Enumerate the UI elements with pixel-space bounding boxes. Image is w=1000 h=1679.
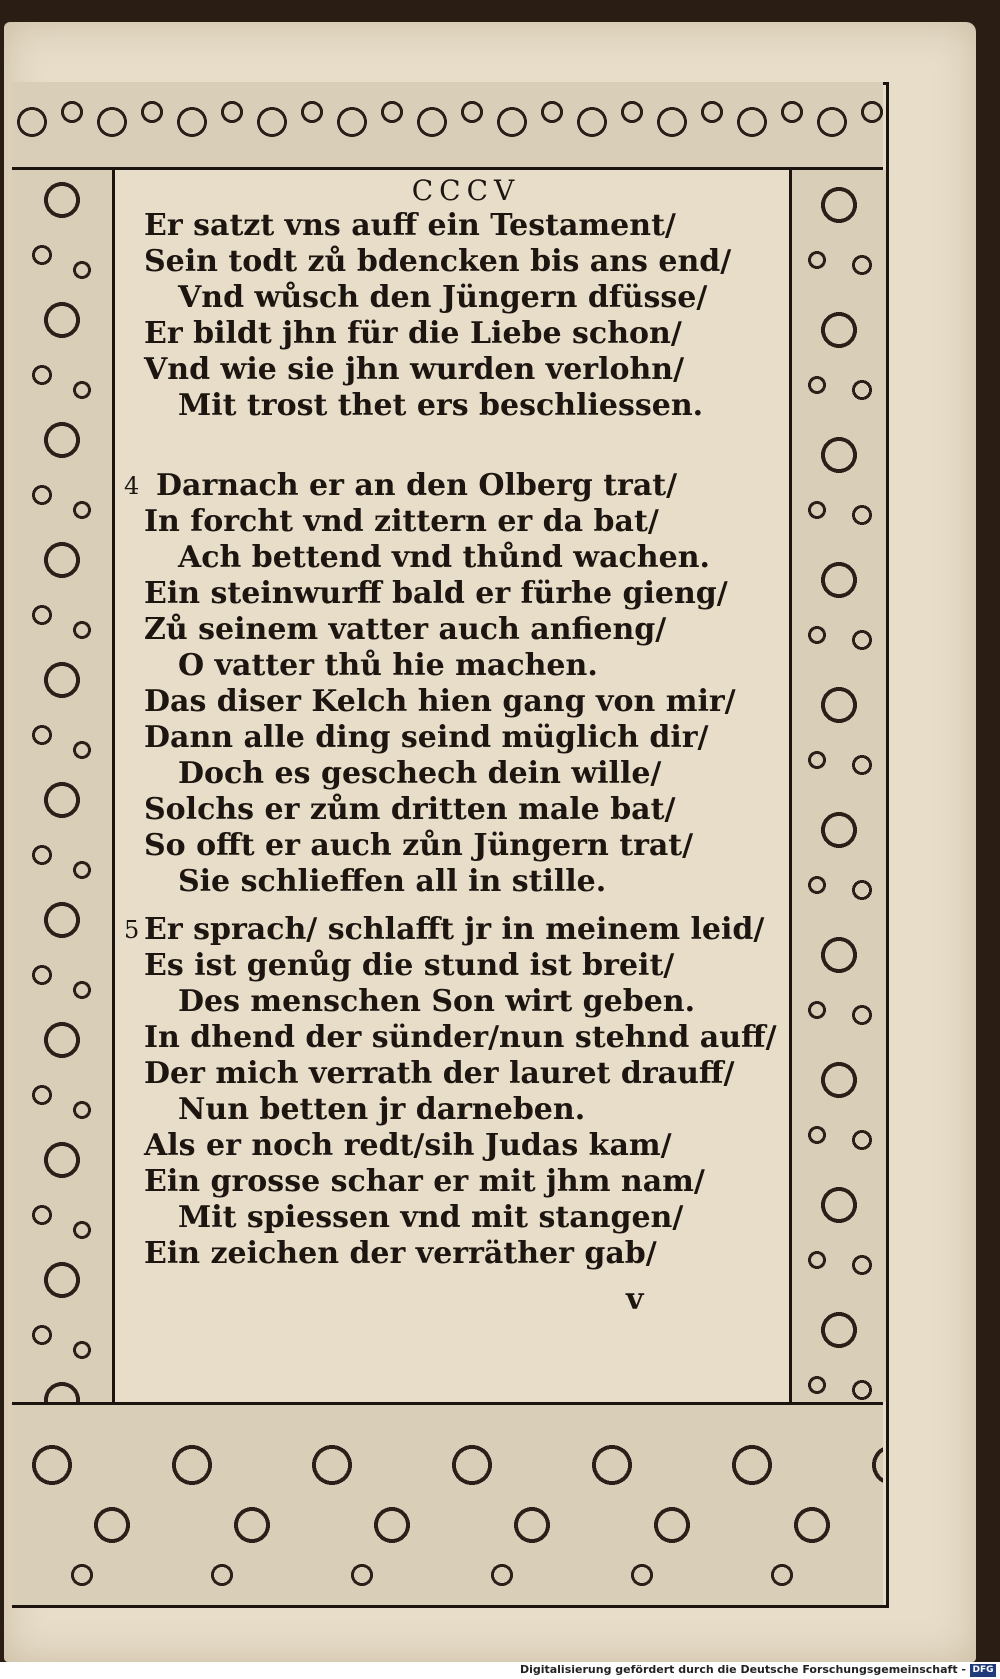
text-line: Dann alle ding seind müglich dir/ bbox=[144, 720, 709, 755]
ornament-top-border bbox=[12, 82, 883, 170]
text-line: Er bildt jhn für die Liebe schon/ bbox=[144, 316, 682, 351]
text-line: Sein todt zů bdencken bis ans end/ bbox=[144, 244, 732, 279]
text-line: Der mich verrath der lauret drauff/ bbox=[144, 1056, 735, 1091]
text-line: Ach bettend vnd thůnd wachen. bbox=[178, 540, 710, 575]
verse-number: 5 bbox=[124, 916, 140, 944]
text-line: Das diser Kelch hien gang von mir/ bbox=[144, 684, 736, 719]
signature-mark: v bbox=[626, 1282, 644, 1317]
text-block bbox=[116, 172, 786, 1400]
text-line: Ein steinwurff bald er fürhe gieng/ bbox=[144, 576, 728, 611]
ornament-bottom-border bbox=[12, 1402, 883, 1605]
text-line: Vnd wůsch den Jüngern dfüsse/ bbox=[178, 280, 708, 315]
book-page bbox=[4, 22, 976, 1662]
text-line: Ein zeichen der verräther gab/ bbox=[144, 1236, 657, 1271]
ornament-right-border bbox=[789, 170, 886, 1402]
digitization-footer bbox=[0, 1662, 1000, 1679]
text-line: Darnach er an den Olberg trat/ bbox=[156, 468, 678, 503]
text-line: Es ist genůg die stund ist breit/ bbox=[144, 948, 675, 983]
text-line: Des menschen Son wirt geben. bbox=[178, 984, 696, 1019]
ornament-left-border bbox=[12, 170, 115, 1402]
text-line: Mit spiessen vnd mit stangen/ bbox=[178, 1200, 684, 1235]
text-line: In dhend der sünder/nun stehnd auff/ bbox=[144, 1020, 777, 1055]
text-line: Nun betten jr darneben. bbox=[178, 1092, 586, 1127]
folio-number: CCCV bbox=[411, 174, 521, 207]
text-line: Er sprach/ schlafft jr in meinem leid/ bbox=[144, 912, 765, 947]
footer-credit: Digitalisierung gefördert durch die Deutsche Forschungsgemeinschaft - bbox=[519, 1663, 966, 1676]
text-line: Als er noch redt/sih Judas kam/ bbox=[144, 1128, 672, 1163]
text-line: Er satzt vns auff ein Testament/ bbox=[144, 208, 676, 243]
verse-number: 4 bbox=[124, 472, 140, 500]
text-line: Ein grosse schar er mit jhm nam/ bbox=[144, 1164, 705, 1199]
text-line: So offt er auch zůn Jüngern trat/ bbox=[144, 828, 694, 863]
text-line: Sie schlieffen all in stille. bbox=[178, 864, 607, 899]
text-line: Solchs er zům dritten male bat/ bbox=[144, 792, 676, 827]
text-line: In forcht vnd zittern er da bat/ bbox=[144, 504, 659, 539]
text-line: O vatter thů hie machen. bbox=[178, 648, 598, 683]
text-line: Vnd wie sie jhn wurden verlohn/ bbox=[144, 352, 685, 387]
text-line: Zů seinem vatter auch anfieng/ bbox=[144, 612, 667, 647]
dfg-logo-icon: DFG bbox=[970, 1664, 996, 1677]
text-line: Doch es geschech dein wille/ bbox=[178, 756, 662, 791]
text-line: Mit trost thet ers beschliessen. bbox=[178, 388, 704, 423]
